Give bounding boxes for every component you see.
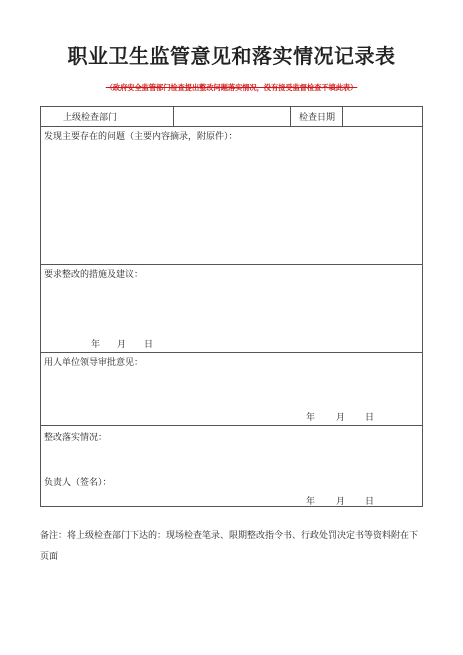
approval-date-month: 月: [336, 413, 346, 423]
inspection-date-value-cell[interactable]: [342, 107, 424, 126]
status-date-day: 日: [365, 497, 375, 507]
approval-date-year: 年: [306, 413, 316, 423]
footnote-remark: 备注：将上级检查部门下达的：现场检查笔录、限期整改指令书、行政处罚决定书等资料附在下页面: [40, 531, 419, 562]
status-section[interactable]: [41, 425, 422, 508]
inspection-date-label: 检查日期: [299, 113, 336, 123]
inspection-dept-label: 上级检查部门: [63, 113, 118, 123]
record-form-table: [40, 106, 423, 507]
status-date-year: 年: [306, 497, 316, 507]
subtitle-text: （政府安全监管部门检查提出整改问题落实情况，没有接受监督检查不填此表）: [105, 83, 358, 92]
header-row: [41, 107, 422, 126]
status-date-month: 月: [336, 497, 346, 507]
measures-date-month: 月: [117, 340, 127, 350]
problems-section[interactable]: [41, 126, 422, 264]
responsible-signature-label: 负责人（签名）：: [44, 478, 112, 488]
problems-label: 发现主要存在的问题（主要内容摘录，附原件）：: [44, 132, 238, 142]
measures-section[interactable]: [41, 264, 422, 352]
page-title: 职业卫生监管意见和落实情况记录表: [67, 44, 396, 68]
status-label: 整改落实情况：: [44, 433, 108, 443]
subtitle-note: [0, 83, 463, 93]
approval-section[interactable]: [41, 352, 422, 425]
measures-label: 要求整改的措施及建议：: [44, 270, 144, 280]
inspection-date-label-cell: [290, 107, 342, 126]
inspection-dept-value-cell[interactable]: [173, 107, 290, 126]
measures-date-day: 日: [144, 340, 154, 350]
approval-label: 用人单位领导审批意见：: [44, 358, 144, 368]
measures-date-year: 年: [91, 340, 101, 350]
approval-date-day: 日: [365, 413, 375, 423]
